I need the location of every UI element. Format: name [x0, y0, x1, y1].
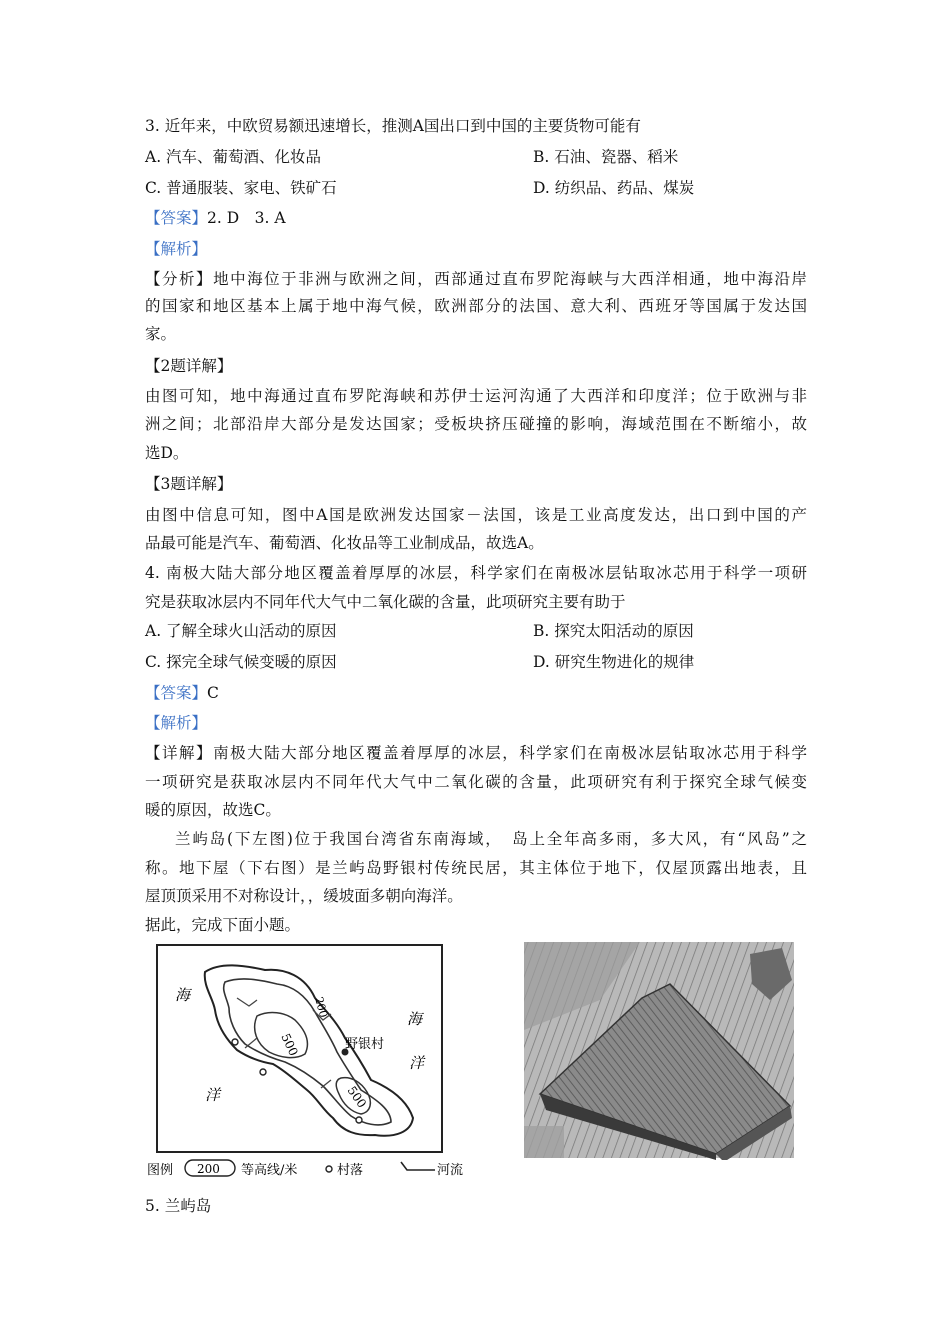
underground-house-photo: [520, 940, 798, 1160]
ocean-label: 洋: [409, 1054, 425, 1072]
q3-option-b: B. 石油、瓷器、稻米: [533, 148, 679, 166]
detail-4-line-2: 一项研究是获取冰层内不同年代大气中二氧化碳的含量，此项研究有利于探究全球气候变: [145, 773, 807, 791]
detail-4-line-1: 【详解】南极大陆大部分地区覆盖着厚厚的冰层，科学家们在南极冰层钻取冰芯用于科学: [145, 744, 807, 762]
jiexi-tag-1: 【解析】: [145, 240, 208, 258]
q4-option-c: C. 探完全球气候变暖的原因: [145, 653, 337, 671]
contour-label-200: 200: [312, 995, 331, 1020]
detail-2-title: 【2题详解】: [145, 357, 233, 375]
passage-line-3: 屋顶顶采用不对称设计，，缓坡面多朝向海洋。: [145, 887, 463, 905]
detail-3-line-2: 品最可能是汽车、葡萄酒、化妆品等工业制成品，故选A。: [145, 534, 544, 552]
passage-line-4: 据此，完成下面小题。: [145, 916, 301, 934]
legend-river-label: 河流: [437, 1163, 464, 1178]
q4-stem-line-2: 究是获取冰层内不同年代大气中二氧化碳的含量，此项研究主要有助于: [145, 593, 626, 611]
detail-tag: 【详解】: [145, 744, 214, 762]
detail-3-line-1: 由图中信息可知，图中A国是欧洲发达国家－法国，该是工业高度发达，出口到中国的产: [145, 506, 807, 524]
detail-2-line-1: 由图可知，地中海通过直布罗陀海峡和苏伊士运河沟通了大西洋和印度洋；位于欧洲与非: [145, 387, 807, 405]
q3-stem: 3. 近年来，中欧贸易额迅速增长，推测A国出口到中国的主要货物可能有: [145, 117, 641, 135]
q5-stem: 5. 兰屿岛: [145, 1197, 212, 1215]
detail-2-line-3: 选D。: [145, 444, 189, 462]
analysis-line-3: 家。: [145, 325, 177, 343]
jiexi-tag-2: 【解析】: [145, 714, 208, 732]
detail-3-title: 【3题详解】: [145, 475, 233, 493]
legend-village-label: 村落: [337, 1163, 364, 1178]
lanyu-island-map: [145, 940, 485, 1182]
ocean-label: 洋: [205, 1086, 221, 1104]
legend-village-symbol: [326, 1166, 332, 1172]
q4-option-d: D. 研究生物进化的规律: [533, 653, 695, 671]
q3-option-a: A. 汽车、葡萄酒、化妆品: [145, 148, 322, 166]
q4-option-a: A. 了解全球火山活动的原因: [145, 622, 337, 640]
yeyin-village-label: 野银村: [345, 1037, 385, 1052]
contour-label-500: 500: [278, 1031, 301, 1059]
sea-label: 海: [175, 986, 191, 1004]
legend-river-symbol: [401, 1162, 435, 1170]
detail-4-line-3: 暖的原因，故选C。: [145, 801, 281, 819]
legend-title: 图例: [147, 1163, 174, 1178]
passage-line-1: 兰屿岛(下左图)位于我国台湾省东南海域， 岛上全年高多雨，多大风，有“风岛”之: [175, 830, 807, 848]
ground: [524, 1126, 564, 1158]
answer-value: 2. D 3. A: [207, 209, 286, 227]
q3-option-d: D. 纺织品、药品、煤炭: [533, 179, 695, 197]
answer-value: C: [207, 684, 219, 702]
sea-label: 海: [407, 1010, 423, 1028]
legend-contour-label: 等高线/米: [241, 1163, 298, 1178]
village-marker: [356, 1117, 362, 1123]
contour-label-500: 500: [344, 1083, 370, 1111]
village-marker: [232, 1039, 238, 1045]
q3-option-c: C. 普通服装、家电、铁矿石: [145, 179, 337, 197]
passage-line-2: 称。地下屋（下右图）是兰屿岛野银村传统民居，其主体位于地下，仅屋顶露出地表，且: [145, 859, 807, 877]
legend-contour-value: 200: [197, 1162, 220, 1176]
answer-line-1: [145, 208, 286, 228]
q4-stem-line-1: 4. 南极大陆大部分地区覆盖着厚厚的冰层，科学家们在南极冰层钻取冰芯用于科学一项研: [145, 564, 807, 582]
detail-2-line-2: 洲之间；北部沿岸大部分是发达国家；受板块挤压碰撞的影响，海域范围在不断缩小，故: [145, 415, 807, 433]
analysis-tag: 【分析】: [145, 270, 214, 288]
village-marker: [260, 1069, 266, 1075]
answer-tag: 【答案】: [145, 209, 208, 227]
analysis-line-1: 【分析】地中海位于非洲与欧洲之间，西部通过直布罗陀海峡与大西洋相通，地中海沿岸: [145, 270, 807, 288]
answer-tag: 【答案】: [145, 684, 208, 702]
analysis-line-2: 的国家和地区基本上属于地中海气候，欧洲部分的法国、意大利、西班牙等国属于发达国: [145, 297, 807, 315]
answer-line-2: [145, 683, 219, 703]
q4-option-b: B. 探究太阳活动的原因: [533, 622, 694, 640]
